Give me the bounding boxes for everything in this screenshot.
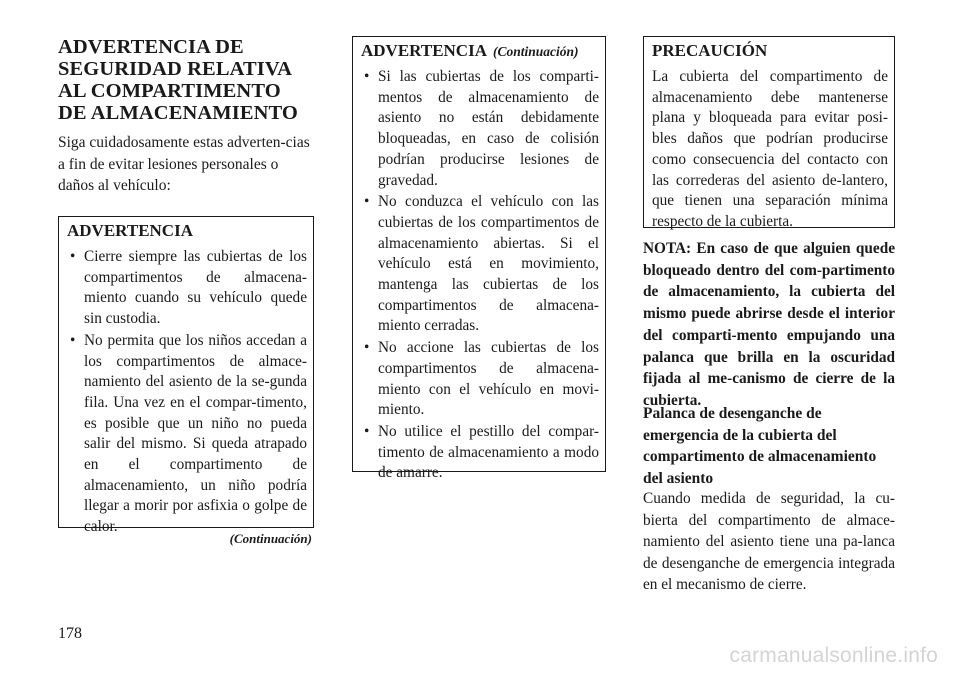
continued-label: (Continuación) — [229, 531, 312, 546]
warning-box-continued — [352, 36, 606, 482]
body-paragraph: Cuando medida de seguridad, la cu-bierta del compartimento de almace-namiento del asiento tiene una pa-lanca de desenganche de emergencia integrada en el mecanismo de cierre. — [643, 490, 895, 593]
warning-item: • No utilice el pestillo del compar-timento de almacenamiento a modo de amarre. — [361, 422, 599, 484]
caution-body: La cubierta del compartimento de almacenamiento debe mantenerse plana y bloqueada para evitar posi-bles daños que podrían producirse como consecuencia del contacto con las correderas del asiento de-lantero, que tienen una separación mínima respecto de la cubierta. — [652, 68, 888, 230]
warning-item: • No conduzca el vehículo con las cubiertas de los compartimentos de almacenamiento abiertas. Si el vehículo está en movimiento, mantenga las cubiertas de los compartimentos de almacena-miento cerradas. — [361, 192, 599, 337]
warning-box — [58, 216, 314, 536]
warning-item: • No accione las cubiertas de los compartimentos de almacena-miento con el vehículo en movi-miento. — [361, 338, 599, 421]
subheading: Palanca de desenganche de emergencia de la cubierta del compartimento de almacenamiento del asiento — [643, 405, 877, 487]
page-number: 178 — [58, 625, 82, 642]
warning-item: • Si las cubiertas de los comparti-mentos de almacenamiento de asiento no están debidamente bloqueadas, en caso de colisión podrían producirse lesiones de gravedad. — [361, 67, 599, 191]
intro-paragraph: Siga cuidadosamente estas adverten-cias a fin de evitar lesiones personales o daños al vehículo: — [58, 134, 310, 194]
caution-heading: PRECAUCIÓN — [652, 41, 768, 60]
watermark: carmanualsonline.info — [729, 644, 938, 667]
warning-heading — [361, 41, 599, 62]
warning-item: • Cierre siempre las cubiertas de los compartimentos de almacena-miento cuando su vehículo quede sin custodia. — [67, 247, 307, 330]
warning-list — [361, 67, 599, 484]
caution-box — [643, 36, 895, 228]
warning-heading-text: ADVERTENCIA — [361, 41, 487, 60]
warning-heading: ADVERTENCIA — [67, 221, 193, 240]
section-title: ADVERTENCIA DE SEGURIDAD RELATIVA AL COMPARTIMENTO DE ALMACENAMIENTO — [58, 36, 298, 124]
note-paragraph: NOTA: En caso de que alguien quede bloqueado dentro del com-partimento de almacenamiento, la cubierta del mismo puede abrirse desde el interior del comparti-mento empujando una palanca que brilla en la oscuridad fijada al me-canismo de cierre de la cubierta. — [643, 240, 895, 409]
continued-suffix: (Continuación) — [492, 44, 579, 59]
warning-list — [67, 247, 307, 538]
warning-item: • No permita que los niños accedan a los compartimentos de almace-namiento del asiento de la se-gunda fila. Una vez en el compar-timento, es posible que un niño no pueda salir del mismo. Si queda atrapado en el compartimento de almacenamiento, un niño podría llegar a morir por asfixia o golpe de calor. — [67, 331, 307, 538]
